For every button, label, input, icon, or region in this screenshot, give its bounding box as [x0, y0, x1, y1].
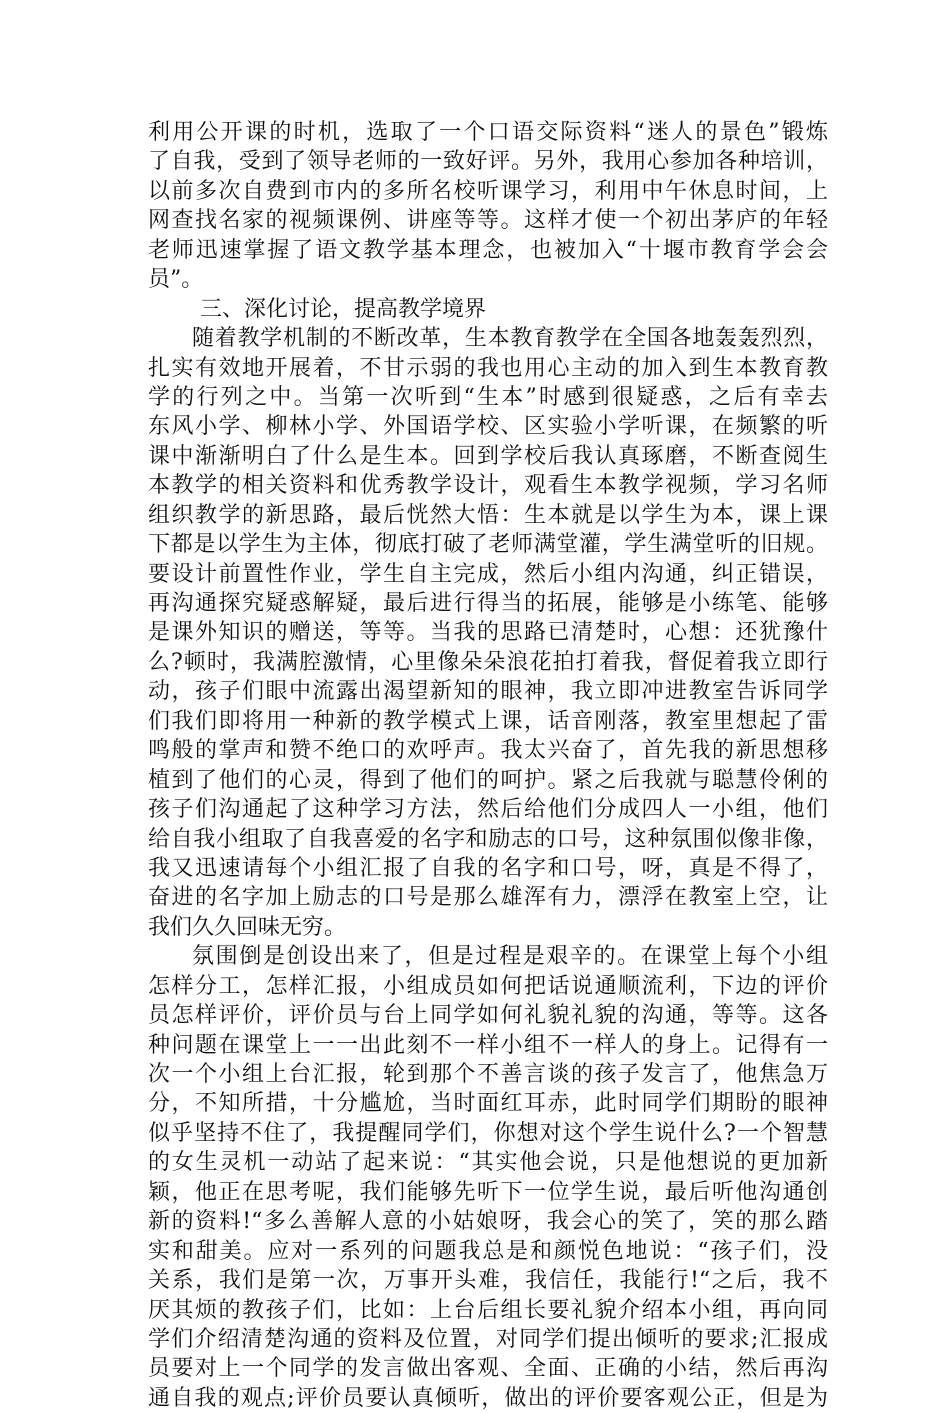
- paragraph-line: 我们久久回味无穷。: [148, 914, 347, 940]
- paragraph-line: 颖，他正在思考呢，我们能够先听下一位学生说，最后听他沟通创: [148, 1179, 828, 1205]
- paragraph-line: 再沟通探究疑惑解疑，最后进行得当的拓展，能够是小练笔、能够: [148, 591, 828, 616]
- paragraph-line: 次一个小组上台汇报，轮到那个不善言谈的孩子发言了，他焦急万: [148, 1062, 828, 1087]
- paragraph-line: 关系，我们是第一次，万事开头难，我信任，我能行!“之后，我不: [148, 1268, 828, 1294]
- paragraph-line: 实和甜美。应对一系列的问题我总是和颜悦色地说：“孩子们，没: [148, 1238, 828, 1264]
- paragraph-line: 本教学的相关资料和优秀教学设计，观看生本教学视频，学习名师: [148, 473, 828, 499]
- paragraph-line: 课中渐渐明白了什么是生本。回到学校后我认真琢磨，不断查阅生: [148, 443, 828, 469]
- paragraph-line: 利用公开课的时机，选取了一个口语交际资料“迷人的景色”锻炼: [148, 120, 828, 145]
- paragraph-line: 似乎坚持不住了，我提醒同学们，你想对这个学生说什么?一个智慧: [148, 1120, 828, 1146]
- paragraph-line: 员”。: [148, 267, 204, 293]
- paragraph-line: 员要对上一个同学的发言做出客观、全面、正确的小结，然后再沟: [148, 1356, 828, 1382]
- section-heading: 三、深化讨论，提高教学境界: [200, 296, 487, 322]
- paragraph-line: 分，不知所措，十分尴尬，当时面红耳赤，此时同学们期盼的眼神: [148, 1091, 828, 1117]
- paragraph-line: 们我们即将用一种新的教学模式上课，话音刚落，教室里想起了雷: [148, 708, 828, 734]
- paragraph-line: 员怎样评价，评价员与台上同学如何礼貌礼貌的沟通，等等。这各: [148, 1003, 828, 1029]
- paragraph-line: 我又迅速请每个小组汇报了自我的名字和口号，呀，真是不得了，: [148, 855, 828, 881]
- paragraph-line: 扎实有效地开展着，不甘示弱的我也用心主动的加入到生本教育教: [148, 355, 828, 381]
- paragraph-line: 通自我的观点;评价员要认真倾听，做出的评价要客观公正，但是为: [148, 1385, 828, 1411]
- paragraph-line: 要设计前置性作业，学生自主完成，然后小组内沟通，纠正错误，: [148, 561, 828, 587]
- paragraph-line: 孩子们沟通起了这种学习方法，然后给他们分成四人一小组，他们: [148, 797, 828, 823]
- paragraph-line: 怎样分工，怎样汇报，小组成员如何把话说通顺流利，下边的评价: [148, 973, 828, 999]
- paragraph-line: 了自我，受到了领导老师的一致好评。另外，我用心参加各种培训，: [148, 149, 828, 175]
- paragraph-line: 学的行列之中。当第一次听到“生本”时感到很疑惑，之后有幸去: [148, 384, 828, 410]
- paragraph-line: 奋进的名字加上励志的口号是那么雄浑有力，漂浮在教室上空，让: [148, 885, 828, 911]
- paragraph-line: 么?顿时，我满腔激情，心里像朵朵浪花拍打着我，督促着我立即行: [148, 649, 828, 675]
- paragraph-line: 种问题在课堂上一一出此刻不一样小组不一样人的身上。记得有一: [148, 1032, 828, 1058]
- paragraph-line: 的女生灵机一动站了起来说：“其实他会说，只是他想说的更加新: [148, 1150, 828, 1176]
- paragraph-line: 组织教学的新思路，最后恍然大悟：生本就是以学生为本，课上课: [148, 502, 828, 528]
- paragraph-line: 东风小学、柳林小学、外国语学校、区实验小学听课，在频繁的听: [148, 414, 828, 440]
- paragraph-line: 新的资料!“多么善解人意的小姑娘呀，我会心的笑了，笑的那么踏: [148, 1209, 828, 1235]
- paragraph-line: 厌其烦的教孩子们，比如：上台后组长要礼貌介绍本小组，再向同: [148, 1297, 828, 1323]
- document-page: [148, 118, 828, 1413]
- paragraph-line: 给自我小组取了自我喜爱的名字和励志的口号，这种氛围似像非像，: [148, 826, 828, 852]
- paragraph-line: 随着教学机制的不断改革，生本教育教学在全国各地轰轰烈烈，: [192, 326, 828, 352]
- paragraph-line: 动，孩子们眼中流露出渴望新知的眼神，我立即冲进教室告诉同学: [148, 679, 828, 705]
- paragraph-line: 老师迅速掌握了语文教学基本理念，也被加入“十堰市教育学会会: [148, 237, 828, 263]
- paragraph-line: 是课外知识的赠送，等等。当我的思路已清楚时，心想：还犹豫什: [148, 620, 828, 646]
- paragraph-line: 网查找名家的视频课例、讲座等等。这样才使一个初出茅庐的年轻: [148, 208, 828, 234]
- paragraph-line: 学们介绍清楚沟通的资料及位置，对同学们提出倾听的要求;汇报成: [148, 1326, 828, 1352]
- paragraph-line: 以前多次自费到市内的多所名校听课学习，利用中午休息时间，上: [148, 178, 828, 204]
- paragraph-line: 氛围倒是创设出来了，但是过程是艰辛的。在课堂上每个小组: [192, 944, 828, 970]
- paragraph-line: 下都是以学生为主体，彻底打破了老师满堂灌，学生满堂听的旧规。: [148, 532, 828, 558]
- paragraph-line: 植到了他们的心灵，得到了他们的呵护。紧之后我就与聪慧伶俐的: [148, 767, 828, 793]
- paragraph-line: 鸣般的掌声和赞不绝口的欢呼声。我太兴奋了，首先我的新思想移: [148, 738, 828, 764]
